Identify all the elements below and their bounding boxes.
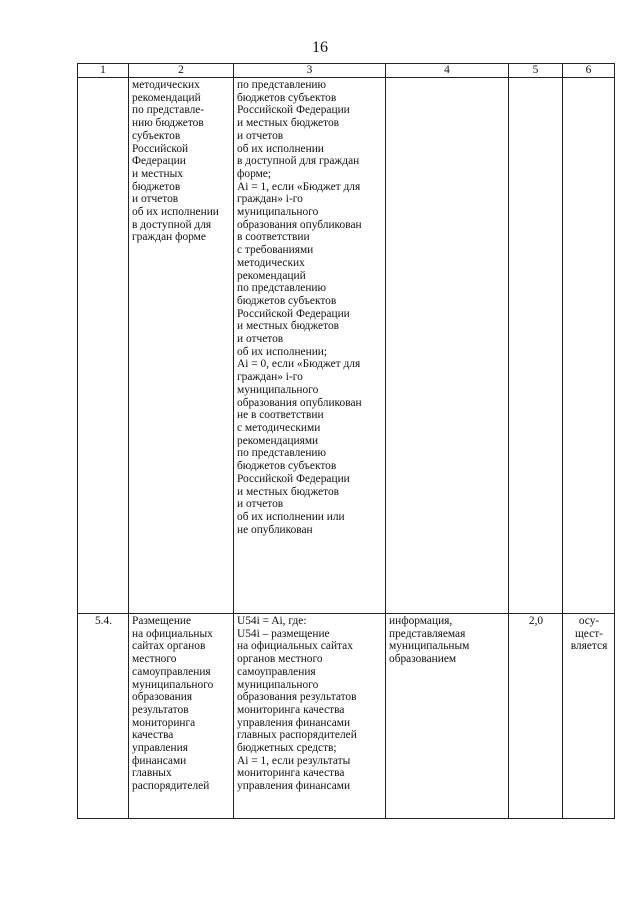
cell-text-line: рекомендаций — [237, 269, 306, 282]
status-cell — [563, 614, 615, 819]
cell-text-line: образования — [132, 691, 193, 704]
item-number-cell — [78, 614, 129, 819]
cell-text-line: бюджетов субъектов — [237, 91, 337, 104]
cell-text-line: Ai = 1, если результаты — [237, 754, 351, 767]
cell-text-line: U54i = Ai, где: — [237, 615, 307, 627]
cell-text-line: образования опубликован — [237, 218, 362, 231]
cell-text-line: Ai = 0, если «Бюджет для — [237, 358, 361, 371]
cell-text-line: граждан» i-го — [237, 193, 303, 206]
data-source-cell — [386, 614, 509, 819]
cell-text-line: об их исполнении — [132, 206, 219, 219]
cell-text-line: информация, — [389, 615, 453, 627]
cell-text-line: Федерации — [132, 155, 186, 168]
cell-text-line: Российской Федерации — [237, 104, 350, 117]
cell-text-line: муниципального — [132, 678, 214, 691]
cell-text-line: методических — [237, 256, 305, 269]
cell-text-line: сайтах органов — [132, 640, 206, 653]
cell-text-line: с методическими — [237, 421, 321, 434]
cell-text-line: и местных бюджетов — [237, 485, 340, 498]
cell-text-line: образования результатов — [237, 691, 357, 704]
cell-text-line: органов местного — [237, 653, 323, 666]
cell-text-line: граждан» i-го — [237, 371, 303, 384]
cell-text-line: бюджетов субъектов — [237, 460, 337, 473]
formula-cell — [234, 78, 386, 614]
cell-text-line: образованием — [389, 653, 457, 666]
cell-text-line: в доступной для — [132, 218, 212, 231]
cell-text-line: на официальных сайтах — [237, 640, 353, 653]
cell-text-line: образования опубликован — [237, 396, 362, 409]
cell-text-line: U54i – размещение — [237, 627, 330, 640]
cell-text-line: Размещение — [132, 615, 192, 627]
cell-text-line: управления финансами — [237, 780, 351, 793]
cell-text-line: бюджетов — [132, 180, 181, 193]
cell-text-line: форме; — [237, 167, 272, 180]
cell-text-line: граждан форме — [132, 231, 206, 244]
cell-text-line: представляемая — [389, 627, 466, 640]
cell-text-line: бюджетов субъектов — [237, 294, 337, 307]
status-cell — [563, 78, 615, 614]
column-number: 1 — [78, 64, 129, 78]
cell-text-line: об их исполнении; — [237, 345, 328, 358]
cell-text-line: и местных бюджетов — [237, 117, 340, 130]
cell-text-line: не в соответствии — [237, 409, 324, 422]
cell-text-line: Российской — [132, 142, 189, 155]
cell-text-line: мониторинга качества — [237, 767, 345, 780]
cell-text-line: рекомендациями — [237, 434, 319, 447]
cell-text-line: Ai = 1, если «Бюджет для — [237, 180, 361, 193]
cell-text-line: финансами — [132, 754, 187, 767]
cell-text-line: качества — [132, 729, 174, 742]
cell-text-line: по представлению — [237, 79, 327, 91]
cell-text-line: главных распорядителей — [237, 729, 357, 742]
weight-cell — [509, 78, 563, 614]
cell-text-line: распорядителей — [132, 780, 210, 793]
cell-text-line: результатов — [132, 703, 189, 716]
cell-text-line: в соответствии — [237, 231, 310, 244]
cell-text-line: и отчетов — [237, 129, 284, 142]
table-row — [78, 78, 615, 614]
cell-text-line: рекомендаций — [132, 91, 201, 104]
cell-text-line: управления — [132, 742, 188, 755]
item-number-cell — [78, 78, 129, 614]
cell-text-line: муниципального — [237, 206, 319, 219]
cell-text-line: по представлению — [237, 282, 327, 295]
cell-text-line: самоуправления — [237, 665, 316, 678]
cell-text-line: 2,0 — [528, 615, 544, 627]
column-number-row — [78, 64, 615, 78]
cell-text-line: по представле- — [132, 104, 205, 117]
cell-text-line: и отчетов — [237, 498, 284, 511]
cell-text-line: муниципального — [237, 383, 319, 396]
cell-text-line: мониторинга — [132, 716, 196, 729]
cell-text-line: бюджетных средств; — [237, 742, 337, 755]
cell-text-line: щест- — [575, 627, 603, 640]
weight-cell — [509, 614, 563, 819]
cell-text-line: управления финансами — [237, 716, 351, 729]
cell-text-line: главных — [132, 767, 172, 780]
cell-text-line: самоуправления — [132, 665, 211, 678]
column-number: 6 — [563, 64, 615, 78]
cell-text-line: субъектов — [132, 129, 181, 142]
cell-text-line: не опубликован — [237, 523, 313, 536]
cell-text-line: мониторинга качества — [237, 703, 345, 716]
cell-text-line: и местных бюджетов — [237, 320, 340, 333]
cell-text-line: по представлению — [237, 447, 327, 460]
cell-text-line: вляется — [570, 640, 608, 653]
column-number: 3 — [234, 64, 386, 78]
cell-text-line: муниципального — [237, 678, 319, 691]
formula-cell — [234, 614, 386, 819]
cell-text-line: об их исполнении — [237, 142, 324, 155]
cell-text-line: нию бюджетов — [132, 117, 204, 130]
indicator-name-cell — [129, 78, 234, 614]
cell-text-line: методических — [132, 79, 200, 91]
cell-text-line: и отчетов — [237, 333, 284, 346]
table-row — [78, 614, 615, 819]
cell-text-line: осу- — [578, 615, 600, 627]
page-number: 16 — [312, 39, 328, 56]
cell-text-line: Российской Федерации — [237, 307, 350, 320]
cell-text-line: об их исполнении или — [237, 510, 345, 523]
cell-text-line: и отчетов — [132, 193, 179, 206]
data-source-cell — [386, 78, 509, 614]
column-number: 2 — [129, 64, 234, 78]
cell-text-line: на официальных — [132, 627, 213, 640]
cell-text-line: Российской Федерации — [237, 472, 350, 485]
column-number: 5 — [509, 64, 563, 78]
cell-text-line: 5.4. — [94, 615, 113, 627]
cell-text-line: местного — [132, 653, 177, 666]
cell-text-line: с требованиями — [237, 244, 314, 257]
cell-text-line: и местных — [132, 167, 183, 180]
cell-text-line: муниципальным — [389, 640, 470, 653]
column-number: 4 — [386, 64, 509, 78]
indicator-name-cell — [129, 614, 234, 819]
indicator-table — [77, 63, 615, 819]
cell-text-line: в доступной для граждан — [237, 155, 360, 168]
